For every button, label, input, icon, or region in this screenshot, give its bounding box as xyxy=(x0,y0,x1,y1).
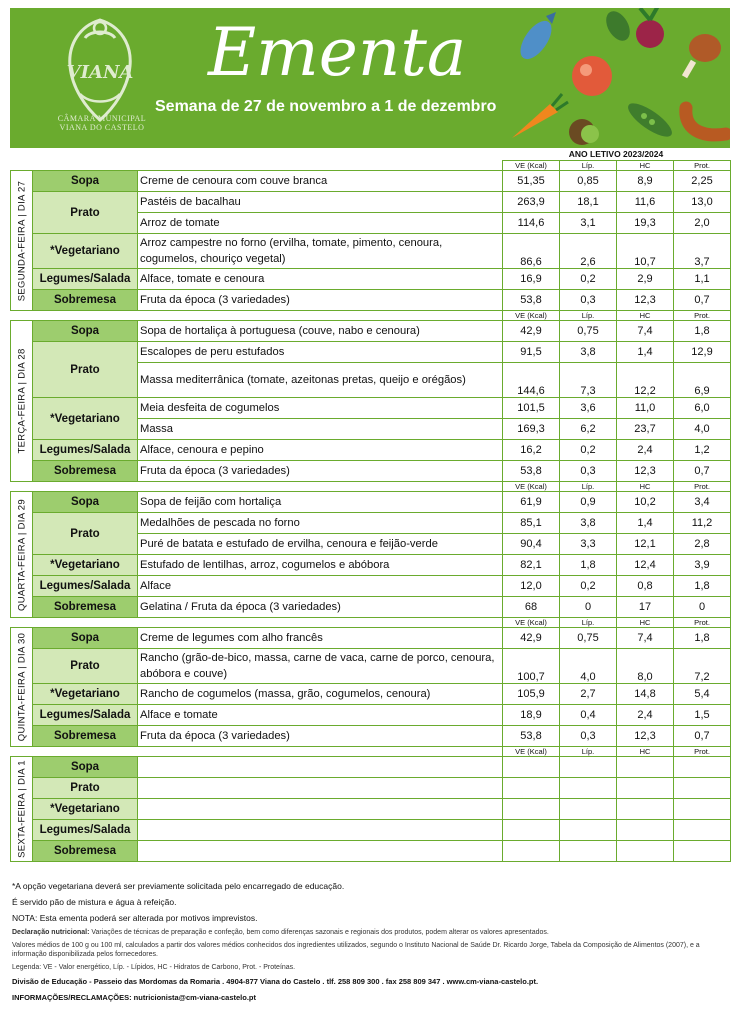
nutrition-prot: 11,2 xyxy=(674,513,731,534)
category-cell: Legumes/Salada xyxy=(33,576,138,597)
nutrition-ve xyxy=(503,799,560,820)
nutrition-lip xyxy=(560,841,617,862)
nutrition-ve: 53,8 xyxy=(503,461,560,482)
dish-description: Medalhões de pescada no forno xyxy=(138,513,503,534)
column-header-hc: HC xyxy=(617,618,674,628)
nutrition-lip: 7,3 xyxy=(560,363,617,398)
nutrition-prot xyxy=(674,841,731,862)
menu-table xyxy=(10,160,731,862)
category-cell: Sobremesa xyxy=(33,841,138,862)
nutrition-ve: 12,0 xyxy=(503,576,560,597)
nutrition-lip: 0,9 xyxy=(560,492,617,513)
category-cell: Sopa xyxy=(33,757,138,778)
dish-description: Massa mediterrânica (tomate, azeitonas pretas, queijo e orégãos) xyxy=(138,363,503,398)
dish-description: Creme de cenoura com couve branca xyxy=(138,171,503,192)
nutrition-prot: 12,9 xyxy=(674,342,731,363)
nutrition-ve: 61,9 xyxy=(503,492,560,513)
column-header-row xyxy=(11,311,731,321)
column-header-lip: Líp. xyxy=(560,618,617,628)
nutrition-lip: 3,8 xyxy=(560,342,617,363)
nutrition-ve: 42,9 xyxy=(503,628,560,649)
nutrition-lip: 6,2 xyxy=(560,419,617,440)
nutrition-hc: 2,4 xyxy=(617,705,674,726)
column-header-row xyxy=(11,618,731,628)
dish-description: Fruta da época (3 variedades) xyxy=(138,290,503,311)
category-cell: Prato xyxy=(33,342,138,398)
nutrition-ve: 86,6 xyxy=(503,234,560,269)
kiwi-icon xyxy=(569,119,599,145)
nutrition-hc: 8,0 xyxy=(617,649,674,684)
menu-row xyxy=(11,342,731,363)
viana-logo xyxy=(50,16,150,126)
menu-row xyxy=(11,799,731,820)
dish-description: Alface, tomate e cenoura xyxy=(138,269,503,290)
day-label: SEXTA-FEIRA | DIA 1 xyxy=(16,760,27,858)
menu-row xyxy=(11,820,731,841)
nutrition-prot xyxy=(674,820,731,841)
nutrition-prot: 0,7 xyxy=(674,726,731,747)
category-cell: Prato xyxy=(33,192,138,234)
nutrition-hc: 12,3 xyxy=(617,290,674,311)
menu-row xyxy=(11,234,731,269)
nutrition-lip: 0 xyxy=(560,597,617,618)
org-line-1: CÂMARA MUNICIPAL xyxy=(57,114,147,123)
day-label: SEGUNDA-FEIRA | DIA 27 xyxy=(16,180,27,301)
dish-description xyxy=(138,778,503,799)
nutrition-prot: 6,0 xyxy=(674,398,731,419)
nutrition-prot: 0,7 xyxy=(674,461,731,482)
dish-description: Puré de batata e estufado de ervilha, cenoura e feijão-verde xyxy=(138,534,503,555)
nutrition-prot: 7,2 xyxy=(674,649,731,684)
nutrition-hc: 1,4 xyxy=(617,342,674,363)
menu-row xyxy=(11,705,731,726)
dish-description: Massa xyxy=(138,419,503,440)
nutrition-ve: 114,6 xyxy=(503,213,560,234)
nutrition-prot: 5,4 xyxy=(674,684,731,705)
nutrition-hc: 7,4 xyxy=(617,628,674,649)
column-header-lip: Líp. xyxy=(560,311,617,321)
nutrition-hc: 12,1 xyxy=(617,534,674,555)
declaration-text: Variações de técnicas de preparação e confeção, bem como diferenças sazonais e regionais dos produtos, podem alterar os valores apresentados. xyxy=(91,929,549,936)
beet-icon xyxy=(636,8,664,48)
logo-text: VIANA xyxy=(66,62,134,83)
column-header-lip: Líp. xyxy=(560,482,617,492)
school-year: ANO LETIVO 2023/2024 xyxy=(568,149,664,159)
nutrition-ve: 144,6 xyxy=(503,363,560,398)
vegetable-illustrations xyxy=(500,8,730,148)
menu-row xyxy=(11,628,731,649)
column-header-prot: Prot. xyxy=(674,311,731,321)
category-cell: Prato xyxy=(33,649,138,684)
nutrition-prot: 2,0 xyxy=(674,213,731,234)
nutrition-lip: 3,6 xyxy=(560,398,617,419)
menu-row xyxy=(11,321,731,342)
day-label: TERÇA-FEIRA | DIA 28 xyxy=(16,348,27,454)
nutrition-hc: 2,4 xyxy=(617,440,674,461)
leaf-icon xyxy=(601,8,634,45)
nutrition-ve: 100,7 xyxy=(503,649,560,684)
sausage-icon xyxy=(686,108,726,135)
column-header-ve: VE (Kcal) xyxy=(503,618,560,628)
dish-description: Alface xyxy=(138,576,503,597)
nutrition-lip: 2,6 xyxy=(560,234,617,269)
menu-row xyxy=(11,461,731,482)
nutrition-prot: 1,8 xyxy=(674,321,731,342)
category-cell: *Vegetariano xyxy=(33,555,138,576)
nutrition-prot: 0 xyxy=(674,597,731,618)
column-header-ve: VE (Kcal) xyxy=(503,161,560,171)
nutrition-ve: 42,9 xyxy=(503,321,560,342)
column-header-prot: Prot. xyxy=(674,618,731,628)
nutrition-lip xyxy=(560,799,617,820)
dish-description: Arroz de tomate xyxy=(138,213,503,234)
nutrition-lip: 2,7 xyxy=(560,684,617,705)
dish-description: Fruta da época (3 variedades) xyxy=(138,461,503,482)
dish-description xyxy=(138,820,503,841)
nutrition-prot: 1,5 xyxy=(674,705,731,726)
nutrition-hc: 19,3 xyxy=(617,213,674,234)
note-vegetarian: *A opção vegetariana deverá ser previamente solicitada pelo encarregado de educação. xyxy=(12,881,345,891)
nutrition-prot: 1,2 xyxy=(674,440,731,461)
nutrition-hc: 12,4 xyxy=(617,555,674,576)
nutrition-ve: 101,5 xyxy=(503,398,560,419)
declaration-label: Declaração nutricional: xyxy=(12,929,90,936)
nutrition-ve: 53,8 xyxy=(503,290,560,311)
header-spacer xyxy=(11,311,503,321)
dish-description: Alface, cenoura e pepino xyxy=(138,440,503,461)
nutrition-hc xyxy=(617,799,674,820)
category-cell: Sobremesa xyxy=(33,290,138,311)
day-label: QUINTA-FEIRA | DIA 30 xyxy=(16,632,27,742)
column-header-row xyxy=(11,747,731,757)
nutrition-hc xyxy=(617,820,674,841)
nutrition-ve: 18,9 xyxy=(503,705,560,726)
nutrition-hc: 0,8 xyxy=(617,576,674,597)
nutrition-prot: 6,9 xyxy=(674,363,731,398)
carrot-icon xyxy=(512,94,568,138)
day-label-cell xyxy=(11,321,33,482)
nutrition-prot: 1,1 xyxy=(674,269,731,290)
page-title: Ementa xyxy=(208,14,467,91)
column-header-ve: VE (Kcal) xyxy=(503,747,560,757)
nutrition-lip: 0,2 xyxy=(560,576,617,597)
column-header-ve: VE (Kcal) xyxy=(503,482,560,492)
nutrition-lip: 0,75 xyxy=(560,321,617,342)
nutrition-hc: 12,2 xyxy=(617,363,674,398)
division-address: Divisão de Educação - Passeio das Mordomas da Romaria . 4904-877 Viana do Castelo . tlf. 258 809 300 . fax 258 809 347 . www.cm-viana-castelo.pt. xyxy=(12,977,539,986)
nutrition-ve xyxy=(503,757,560,778)
menu-row xyxy=(11,555,731,576)
column-header-lip: Líp. xyxy=(560,161,617,171)
menu-row xyxy=(11,290,731,311)
legend: Legenda: VE - Valor energético, Líp. - Lípidos, HC - Hidratos de Carbono, Prot. - Proteínas. xyxy=(12,964,296,971)
nutrition-prot xyxy=(674,757,731,778)
column-header-prot: Prot. xyxy=(674,161,731,171)
nutrition-ve xyxy=(503,778,560,799)
nutrition-prot: 13,0 xyxy=(674,192,731,213)
nutrition-prot: 3,9 xyxy=(674,555,731,576)
nutrition-ve: 85,1 xyxy=(503,513,560,534)
header-banner xyxy=(10,8,730,148)
nutrition-prot xyxy=(674,799,731,820)
header-spacer xyxy=(11,747,503,757)
menu-row xyxy=(11,192,731,213)
nutrition-lip: 4,0 xyxy=(560,649,617,684)
day-label-cell xyxy=(11,628,33,747)
nutrition-lip: 0,3 xyxy=(560,461,617,482)
nutrition-hc: 12,3 xyxy=(617,461,674,482)
nutrition-hc xyxy=(617,757,674,778)
nutrition-ve xyxy=(503,841,560,862)
nutrition-prot: 2,25 xyxy=(674,171,731,192)
nutrition-hc: 7,4 xyxy=(617,321,674,342)
nutrition-hc: 10,2 xyxy=(617,492,674,513)
nutrition-ve: 263,9 xyxy=(503,192,560,213)
nutrition-hc xyxy=(617,841,674,862)
nutrition-prot: 1,8 xyxy=(674,628,731,649)
dish-description: Creme de legumes com alho francês xyxy=(138,628,503,649)
category-cell: Sobremesa xyxy=(33,461,138,482)
note-bread: É servido pão de mistura e água à refeição. xyxy=(12,897,177,907)
dish-description: Escalopes de peru estufados xyxy=(138,342,503,363)
nutrition-hc: 12,3 xyxy=(617,726,674,747)
nutrition-ve: 105,9 xyxy=(503,684,560,705)
category-cell: Sopa xyxy=(33,321,138,342)
apple-icon xyxy=(572,56,612,96)
dish-description xyxy=(138,757,503,778)
menu-row xyxy=(11,440,731,461)
day-label-cell xyxy=(11,757,33,862)
dish-description: Alface e tomate xyxy=(138,705,503,726)
nutrition-ve: 51,35 xyxy=(503,171,560,192)
column-header-row xyxy=(11,482,731,492)
nutrition-ve: 68 xyxy=(503,597,560,618)
column-header-prot: Prot. xyxy=(674,747,731,757)
nutrition-ve: 53,8 xyxy=(503,726,560,747)
nutrition-lip: 18,1 xyxy=(560,192,617,213)
category-cell: *Vegetariano xyxy=(33,234,138,269)
nutrition-lip: 3,8 xyxy=(560,513,617,534)
menu-row xyxy=(11,513,731,534)
dish-description: Fruta da época (3 variedades) xyxy=(138,726,503,747)
nutrition-lip xyxy=(560,778,617,799)
dish-description: Rancho de cogumelos (massa, grão, cogumelos, cenoura) xyxy=(138,684,503,705)
column-header-row xyxy=(11,161,731,171)
column-header-hc: HC xyxy=(617,161,674,171)
dish-description: Rancho (grão-de-bico, massa, carne de vaca, carne de porco, cenoura, abóbora e couve) xyxy=(138,649,503,684)
menu-row xyxy=(11,726,731,747)
org-line-2: VIANA DO CASTELO xyxy=(59,123,145,132)
nutrition-ve: 16,9 xyxy=(503,269,560,290)
organization-name xyxy=(32,114,172,132)
menu-row xyxy=(11,576,731,597)
nutrition-ve: 82,1 xyxy=(503,555,560,576)
category-cell: Sobremesa xyxy=(33,597,138,618)
footer xyxy=(12,880,727,1008)
menu-row xyxy=(11,171,731,192)
category-cell: Sopa xyxy=(33,628,138,649)
category-cell: *Vegetariano xyxy=(33,398,138,440)
category-cell: Prato xyxy=(33,513,138,555)
nutrition-hc xyxy=(617,778,674,799)
menu-row xyxy=(11,841,731,862)
dish-description: Arroz campestre no forno (ervilha, tomate, pimento, cenoura, cogumelos, chouriço vegetal) xyxy=(138,234,503,269)
category-cell: Sopa xyxy=(33,171,138,192)
nutrition-prot: 1,8 xyxy=(674,576,731,597)
column-header-hc: HC xyxy=(617,482,674,492)
nutrition-ve: 90,4 xyxy=(503,534,560,555)
nutrition-prot: 3,7 xyxy=(674,234,731,269)
nutrition-lip: 0,3 xyxy=(560,290,617,311)
category-cell: Sopa xyxy=(33,492,138,513)
nutrition-ve: 91,5 xyxy=(503,342,560,363)
nutrition-lip xyxy=(560,757,617,778)
nutrition-hc: 11,6 xyxy=(617,192,674,213)
header-spacer xyxy=(11,161,503,171)
nutrition-prot: 2,8 xyxy=(674,534,731,555)
dish-description: Meia desfeita de cogumelos xyxy=(138,398,503,419)
nutrition-hc: 11,0 xyxy=(617,398,674,419)
nutrition-lip: 0,3 xyxy=(560,726,617,747)
note-change: NOTA: Esta ementa poderá ser alterada por motivos imprevistos. xyxy=(12,913,258,923)
category-cell: Legumes/Salada xyxy=(33,269,138,290)
nutrition-hc: 10,7 xyxy=(617,234,674,269)
category-cell: Prato xyxy=(33,778,138,799)
menu-row xyxy=(11,398,731,419)
category-cell: *Vegetariano xyxy=(33,799,138,820)
nutrition-lip: 1,8 xyxy=(560,555,617,576)
category-cell: Legumes/Salada xyxy=(33,440,138,461)
nutrition-lip: 0,2 xyxy=(560,440,617,461)
column-header-prot: Prot. xyxy=(674,482,731,492)
category-cell: Sobremesa xyxy=(33,726,138,747)
menu-row xyxy=(11,597,731,618)
day-label-cell xyxy=(11,492,33,618)
nutrition-hc: 2,9 xyxy=(617,269,674,290)
dish-description xyxy=(138,841,503,862)
dish-description: Pastéis de bacalhau xyxy=(138,192,503,213)
nutrition-lip: 0,85 xyxy=(560,171,617,192)
values-note: Valores médios de 100 g ou 100 ml, calculados a partir dos valores médios conhecidos dos ingredientes utilizados, segundo o Instituto Nacional de Saúde Dr. Ricardo Jorge, Tabela da Composição de Alimentos (2007), e a informação disponibilizada pelos fornecedores. xyxy=(12,942,700,958)
chicken-leg-icon xyxy=(682,34,721,78)
nutrition-lip: 0,75 xyxy=(560,628,617,649)
nutrition-hc: 17 xyxy=(617,597,674,618)
nutrition-ve: 169,3 xyxy=(503,419,560,440)
menu-row xyxy=(11,684,731,705)
column-header-hc: HC xyxy=(617,747,674,757)
column-header-hc: HC xyxy=(617,311,674,321)
contact-info: INFORMAÇÕES/RECLAMAÇÕES: nutricionista@cm-viana-castelo.pt xyxy=(12,993,257,1002)
day-label: QUARTA-FEIRA | DIA 29 xyxy=(16,498,27,611)
category-cell: *Vegetariano xyxy=(33,684,138,705)
category-cell: Legumes/Salada xyxy=(33,705,138,726)
column-header-lip: Líp. xyxy=(560,747,617,757)
nutrition-ve: 16,2 xyxy=(503,440,560,461)
nutrition-hc: 1,4 xyxy=(617,513,674,534)
nutrition-prot xyxy=(674,778,731,799)
nutrition-hc: 23,7 xyxy=(617,419,674,440)
category-cell: Legumes/Salada xyxy=(33,820,138,841)
column-header-ve: VE (Kcal) xyxy=(503,311,560,321)
menu-row xyxy=(11,778,731,799)
header-spacer xyxy=(11,482,503,492)
nutrition-ve xyxy=(503,820,560,841)
day-label-cell xyxy=(11,171,33,311)
nutrition-lip xyxy=(560,820,617,841)
nutrition-prot: 3,4 xyxy=(674,492,731,513)
peapod-icon xyxy=(624,98,677,143)
dish-description xyxy=(138,799,503,820)
header-spacer xyxy=(11,618,503,628)
nutrition-hc: 14,8 xyxy=(617,684,674,705)
nutrition-lip: 3,3 xyxy=(560,534,617,555)
dish-description: Gelatina / Fruta da época (3 variedades) xyxy=(138,597,503,618)
menu-row xyxy=(11,649,731,684)
dish-description: Sopa de feijão com hortaliça xyxy=(138,492,503,513)
menu-row xyxy=(11,757,731,778)
nutrition-lip: 0,4 xyxy=(560,705,617,726)
nutrition-hc: 8,9 xyxy=(617,171,674,192)
fish-icon xyxy=(514,12,557,64)
nutrition-prot: 4,0 xyxy=(674,419,731,440)
menu-row xyxy=(11,269,731,290)
menu-row xyxy=(11,492,731,513)
dish-description: Estufado de lentilhas, arroz, cogumelos e abóbora xyxy=(138,555,503,576)
nutrition-lip: 0,2 xyxy=(560,269,617,290)
week-subtitle: Semana de 27 de novembro a 1 de dezembro xyxy=(155,98,497,115)
nutrition-declaration xyxy=(12,928,727,937)
nutrition-lip: 3,1 xyxy=(560,213,617,234)
dish-description: Sopa de hortaliça à portuguesa (couve, nabo e cenoura) xyxy=(138,321,503,342)
nutrition-prot: 0,7 xyxy=(674,290,731,311)
